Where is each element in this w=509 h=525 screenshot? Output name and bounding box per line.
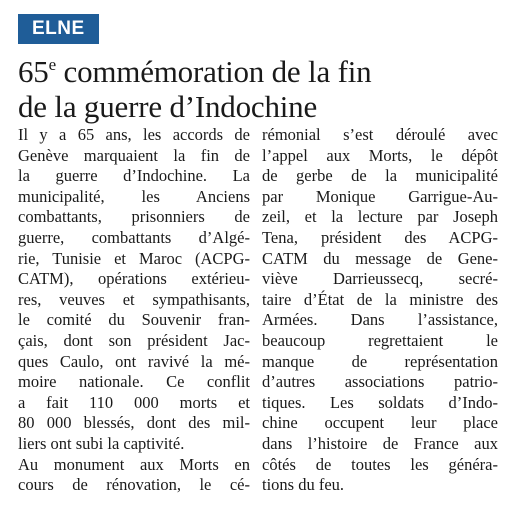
article-line: tiques. Les soldats d’Indo- [262, 392, 498, 412]
article-line: par Monique Garrigue-Au- [262, 186, 498, 206]
article-column-right [262, 125, 498, 496]
article-line: zeil, et la lecture par Joseph [262, 207, 498, 227]
article-line: Il y a 65 ans, les accords de [18, 125, 250, 144]
article-line: guerre, combattants d’Algé- [18, 227, 250, 247]
headline-number: 65 [18, 54, 49, 89]
article-line: manque de représentation [262, 351, 498, 371]
article-line: liers ont subi la captivité. [18, 433, 185, 453]
article-line: la guerre d’Indochine. La [18, 166, 250, 186]
article-line: 80 000 blessés, dont des mil- [18, 413, 250, 433]
article-line: combattants, prisonniers de [18, 207, 250, 227]
article-line: res, veuves et sympathisants, [18, 289, 250, 309]
article-line: viève Darrieussecq, secré- [262, 269, 498, 289]
article-line: rie, Tunisie et Maroc (ACPG- [18, 248, 250, 268]
article-column-left [18, 125, 250, 496]
article-line: chine occupent leur place [262, 413, 498, 433]
article-line: côtés de toutes les généra- [262, 454, 498, 474]
article-line: cours de rénovation, le cé- [18, 475, 250, 495]
article-line: moire nationale. Ce conflit [18, 372, 250, 392]
article-line: de gerbe de la municipalité [262, 166, 498, 186]
article-line: a fait 110 000 morts et [18, 392, 250, 412]
article-line: çais, dont son président Jac- [18, 330, 250, 350]
article-line: Au monument aux Morts en [18, 454, 250, 474]
headline-superscript: e [48, 55, 56, 74]
headline-line-1-text: commémoration de la fin [55, 54, 372, 89]
article-line: Armées. Dans l’assistance, [262, 310, 498, 330]
article-line: ques Caulo, ont ravivé la mé- [18, 351, 250, 371]
article-line: rémonial s’est déroulé avec [262, 125, 498, 144]
article-line: Tena, président des ACPG- [262, 227, 498, 247]
article-line: d’autres associations patrio- [262, 372, 498, 392]
article-line: municipalité, les Anciens [18, 186, 250, 206]
headline-line-1 [18, 54, 498, 89]
section-tag: ELNE [18, 14, 99, 44]
article-line: tions du feu. [262, 475, 345, 495]
article-line: dans l’histoire de France aux [262, 433, 498, 453]
article-line: CATM), opérations extérieu- [18, 269, 250, 289]
article-line: beaucoup regrettaient le [262, 330, 498, 350]
article-line: CATM du message de Gene- [262, 248, 498, 268]
article-line: le comité du Souvenir fran- [18, 310, 250, 330]
article-line: taire d’État de la ministre des [262, 289, 498, 309]
article-line: l’appel aux Morts, le dépôt [262, 145, 498, 165]
headline-line-2: de la guerre d’Indochine [18, 89, 318, 124]
article-line: Genève marquaient la fin de [18, 145, 250, 165]
headline [18, 54, 498, 124]
